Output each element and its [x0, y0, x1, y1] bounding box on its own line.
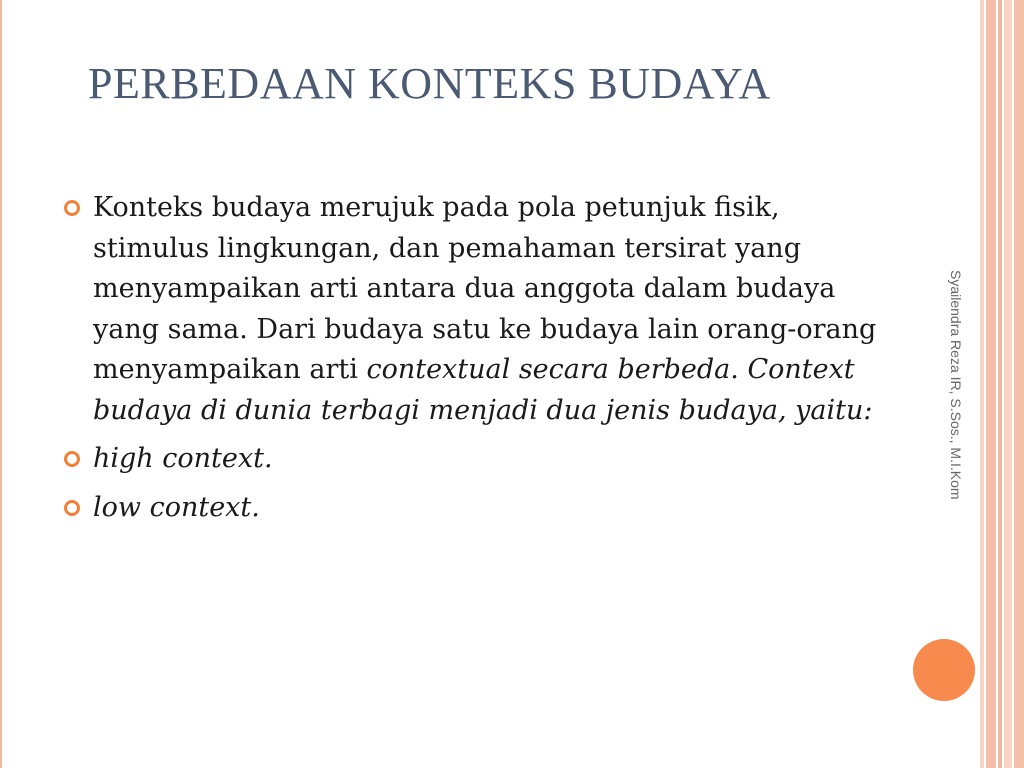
stripe-3 [998, 0, 1002, 768]
bullet-text-normal: Konteks budaya merujuk pada pola petunjuk fisik, stimulus lingkungan, dan pemahaman tersirat yang menyampaikan arti antara dua anggota dalam budaya yang sama. Dari budaya satu ke budaya lain orang-orang menyampaikan arti [93, 192, 877, 385]
stripe-2 [986, 0, 996, 768]
right-decorative-stripes [980, 0, 1024, 768]
bullet-text-italic: contextual secara berbeda. Context budaya di dunia terbagi menjadi dua jenis budaya, yaitu: [93, 354, 873, 426]
bullet-list [62, 188, 892, 536]
bullet-text [93, 188, 892, 431]
list-item [62, 188, 892, 431]
bullet-text-high-context: high context. [93, 443, 273, 474]
bullet-circle-icon [64, 200, 80, 216]
slide-title: PERBEDAAN KONTEKS BUDAYA [88, 59, 771, 108]
bullet-circle-icon [64, 500, 80, 516]
decorative-circle [913, 639, 975, 701]
bullet-text-low-context: low context. [93, 491, 260, 523]
list-item [62, 439, 892, 480]
stripe-5 [1014, 0, 1024, 768]
list-item [62, 488, 892, 529]
bullet-circle-icon [64, 451, 80, 467]
author-vertical-text: Syailendra Reza IR, S.Sos., M.I.Kom [948, 270, 964, 500]
left-border-line [0, 0, 8, 768]
stripe-4 [1004, 0, 1012, 768]
stripe-1 [980, 0, 984, 768]
